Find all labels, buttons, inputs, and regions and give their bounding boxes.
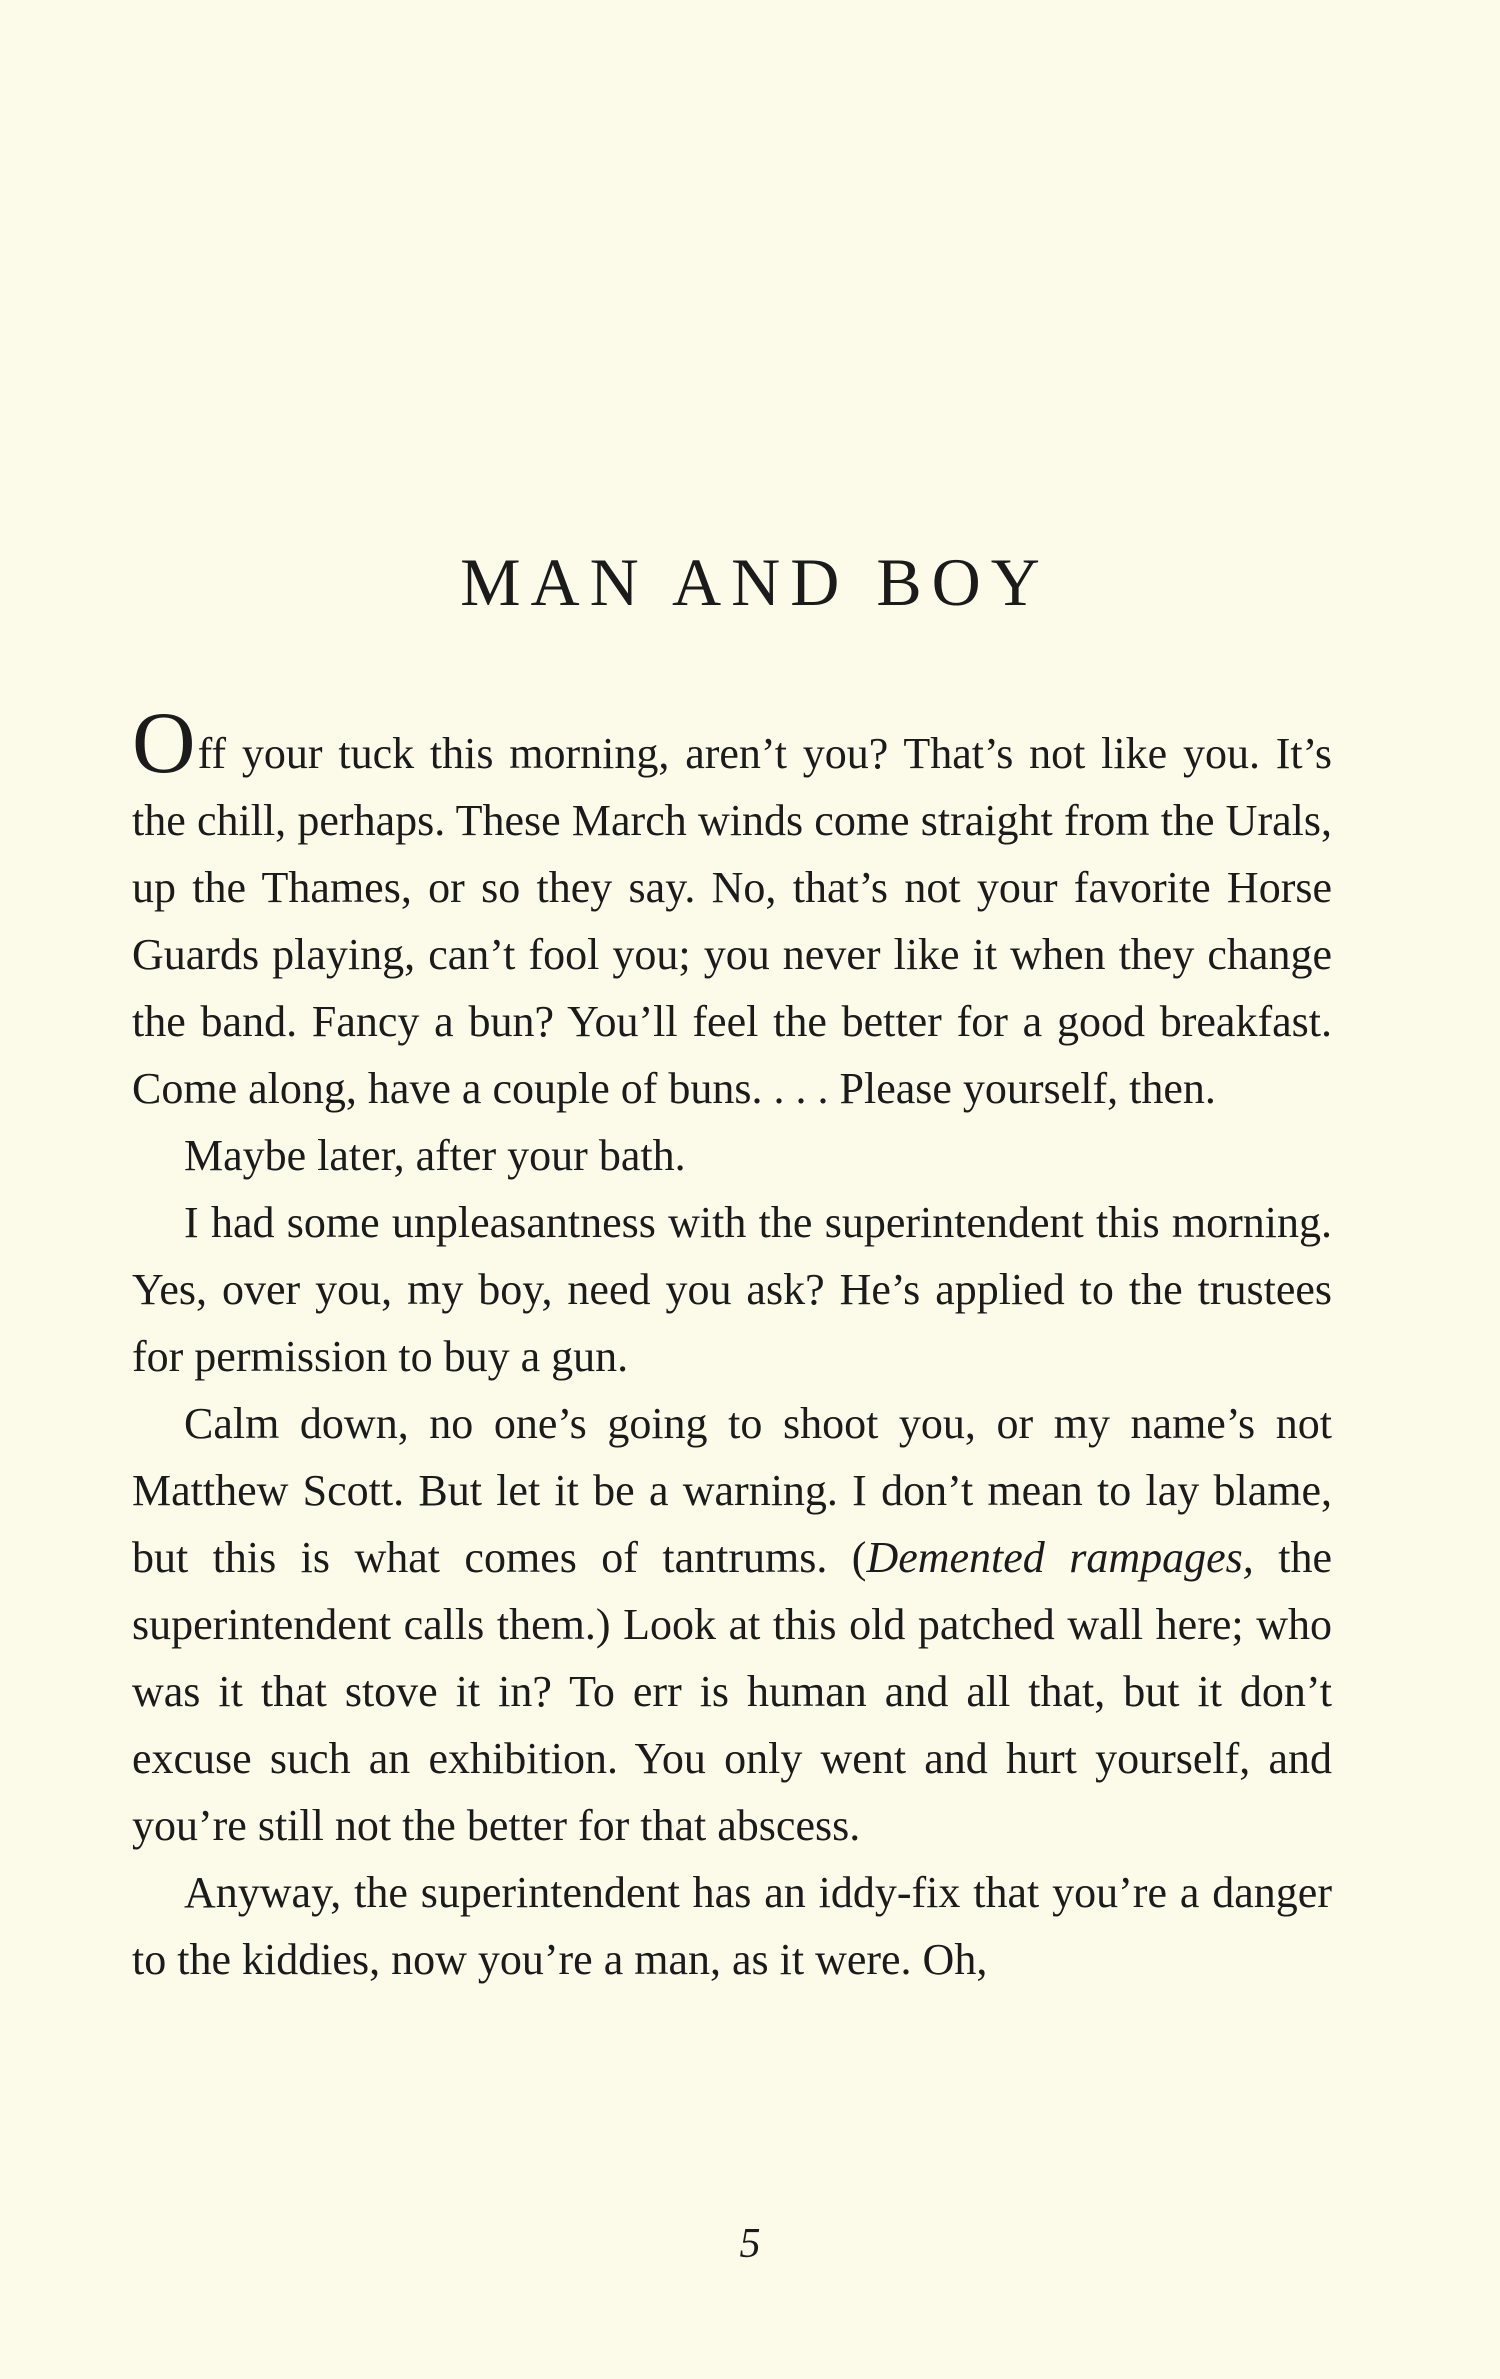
- paragraph-5: [132, 1859, 1332, 1993]
- page-number: 5: [739, 2221, 761, 2267]
- chapter-title: MAN AND BOY: [460, 544, 1050, 620]
- drop-cap: O: [132, 695, 196, 792]
- paragraph-2: [132, 1122, 1332, 1189]
- paragraph-4-text-before: Calm down, no one’s going to shoot you, or my name’s not Matthew Scott. But let it be a warning. I don’t mean to lay blame, but this is what comes of tantrums. (: [132, 1399, 1332, 1582]
- paragraph-1-text: ff your tuck this morning, aren’t you? That’s not like you. It’s the chill, perhaps. These March winds come straight from the Urals, up the Thames, or so they say. No, that’s not your favorite Horse Guards playing, can’t fool you; you never like it when they change the band. Fancy a bun? You’ll feel the better for a good breakfast. Come along, have a couple of buns. . . . Please yourself, then.: [132, 729, 1332, 1113]
- paragraph-4-emphasis: Demented rampages,: [866, 1533, 1254, 1582]
- chapter-body: [132, 695, 1332, 1993]
- paragraph-5-text: Anyway, the superintendent has an iddy-fix that you’re a danger to the kiddies, now you’re a man, as it were. Oh,: [132, 1868, 1332, 1984]
- paragraph-1: [132, 695, 1332, 1122]
- paragraph-4-text-after: the superintendent calls them.) Look at this old patched wall here; who was it that stove it in? To err is human and all that, but it don’t excuse such an exhibition. You only went and hurt yourself, and you’re still not the better for that abscess.: [132, 1533, 1332, 1850]
- paragraph-3-text: I had some unpleasantness with the superintendent this morning. Yes, over you, my boy, need you ask? He’s applied to the trustees for permission to buy a gun.: [132, 1198, 1332, 1381]
- paragraph-3: [132, 1189, 1332, 1390]
- paragraph-4: [132, 1390, 1332, 1859]
- paragraph-2-text: Maybe later, after your bath.: [184, 1131, 686, 1180]
